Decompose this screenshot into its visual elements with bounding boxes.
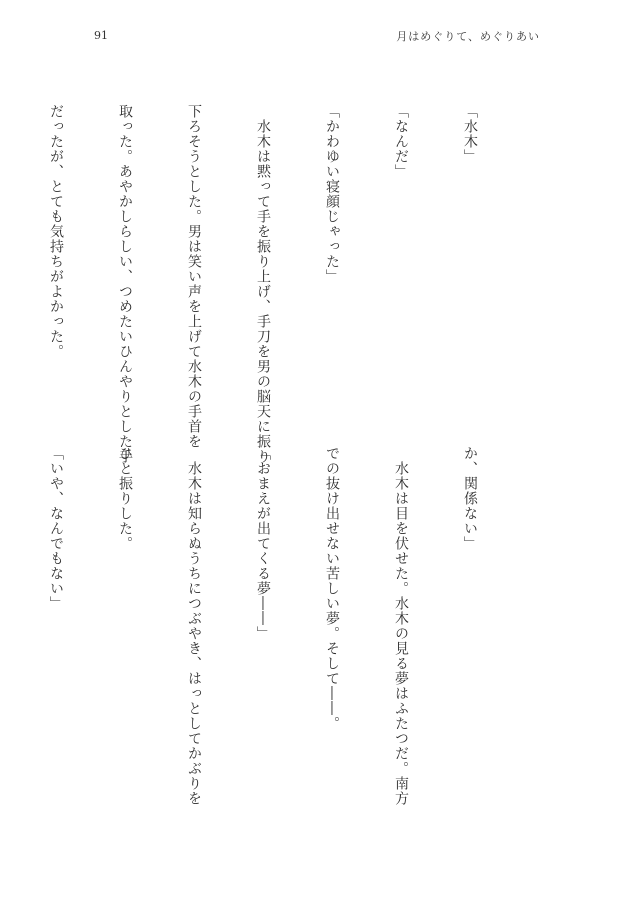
text-line: か、関係ない」: [462, 446, 478, 551]
text-line: 「なんだ」: [393, 104, 409, 179]
text-line: 「おまえが出てくる夢――」: [255, 446, 271, 641]
text-line: での抜け出せない苦しい夢。そして――。: [324, 446, 340, 731]
text-line: 「かわゆい寝顔じゃった」: [324, 104, 340, 284]
text-line: だったが、とても気持ちがよかった。: [48, 104, 64, 359]
text-line: 下ろそうとした。男は笑い声を上げて水木の手首を: [186, 104, 202, 449]
text-line: 「水木」: [462, 104, 478, 164]
text-line: 取った。あやかしらしい、つめたいひんやりとした手: [117, 104, 133, 464]
running-title: 月はめぐりて、めぐりあい: [396, 30, 540, 43]
text-block-upper: [48, 104, 527, 464]
text-line: 水木は目を伏せた。水木の見る夢はふたつだ。南方: [393, 446, 409, 806]
text-line: 「いや、なんでもない」: [48, 446, 64, 611]
text-line: 水木は知らぬうちにつぶやき、はっとしてかぶりを: [186, 446, 202, 806]
page-number: 91: [94, 29, 108, 42]
text-block-lower: [48, 446, 527, 866]
text-line: 水木は黙って手を振り上げ、手刀を男の脳天に振り: [255, 104, 271, 464]
text-line: ひと振りした。: [117, 446, 133, 551]
